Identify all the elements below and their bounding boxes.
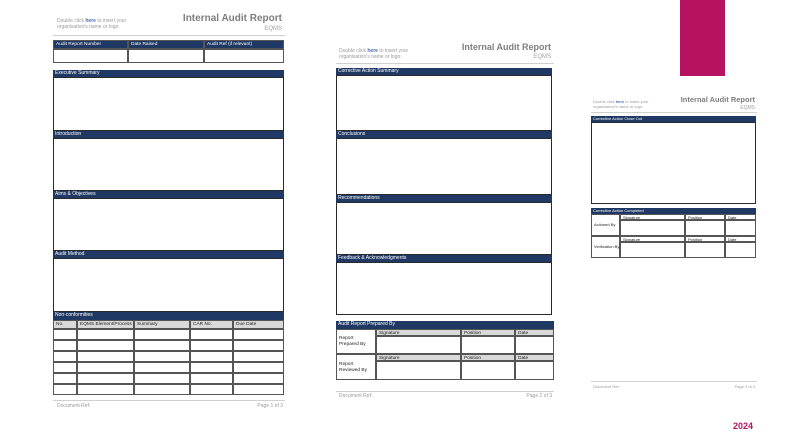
feedback-header: Feedback & Acknowledgments xyxy=(336,255,552,262)
page-2 xyxy=(333,37,557,405)
verification-by-label: Verification By xyxy=(591,236,620,258)
verification-position-col: Position xyxy=(685,236,725,242)
prepared-by-header: Audit Report Prepared By xyxy=(336,321,554,329)
aims-objectives-header: Aims & Objectives xyxy=(53,191,284,198)
nc-table-cell[interactable] xyxy=(77,329,134,340)
corrective-action-summary-header: Corrective Action Summary xyxy=(336,68,552,75)
reviewed-position-col: Position xyxy=(461,354,515,361)
reviewed-date-field[interactable] xyxy=(515,361,554,380)
nc-table-cell[interactable] xyxy=(53,373,77,384)
nc-table-cell[interactable] xyxy=(233,384,284,395)
logo-placeholder[interactable]: Double click here to insert your organisation's name or logo. xyxy=(339,48,409,60)
executive-summary-header: Executive Summary xyxy=(53,70,284,77)
nc-column-header: Summary xyxy=(134,320,190,329)
nc-table-cell[interactable] xyxy=(233,362,284,373)
page-3 xyxy=(588,85,760,393)
page-number: Page 3 of 3 xyxy=(734,384,755,389)
nc-table-cell[interactable] xyxy=(53,362,77,373)
actioned-signature-field[interactable] xyxy=(620,220,685,236)
audit-method-field[interactable] xyxy=(53,258,284,312)
nc-table-cell[interactable] xyxy=(190,373,233,384)
recommendations-header: Recommendations xyxy=(336,195,552,202)
audit-report-number-label: Audit Report Number xyxy=(53,40,128,49)
nc-table-cell[interactable] xyxy=(233,373,284,384)
nc-column-header: No. xyxy=(53,320,77,329)
close-out-field[interactable] xyxy=(591,122,756,204)
header-rule xyxy=(53,35,285,36)
verification-signature-col: Signature xyxy=(620,236,685,242)
report-subtitle: EQMS xyxy=(740,105,755,111)
nc-table-cell[interactable] xyxy=(190,384,233,395)
footer-rule xyxy=(336,391,554,392)
page-number: Page 2 of 3 xyxy=(526,393,552,399)
nc-column-header: Due Date xyxy=(233,320,284,329)
conclusions-header: Conclusions xyxy=(336,131,552,138)
audit-report-number-field[interactable] xyxy=(53,49,128,63)
introduction-header: Introduction xyxy=(53,131,284,138)
report-subtitle: EQMS xyxy=(533,54,551,60)
header-rule xyxy=(591,112,757,113)
nc-table-cell[interactable] xyxy=(190,351,233,362)
nc-table-cell[interactable] xyxy=(77,362,134,373)
actioned-date-field[interactable] xyxy=(725,220,756,236)
prepared-by-label: Report Prepared By xyxy=(336,329,376,354)
introduction-field[interactable] xyxy=(53,138,284,191)
nc-table-cell[interactable] xyxy=(134,373,190,384)
nc-table-cell[interactable] xyxy=(53,384,77,395)
recommendations-field[interactable] xyxy=(336,202,552,255)
report-title: Internal Audit Report xyxy=(461,42,551,52)
nc-table-cell[interactable] xyxy=(233,351,284,362)
footer-rule xyxy=(53,400,285,401)
audit-ref-label: Audit Ref (if relevant) xyxy=(204,40,284,49)
aims-objectives-field[interactable] xyxy=(53,198,284,251)
reviewed-signature-col: Signature xyxy=(376,354,461,361)
nc-table-cell[interactable] xyxy=(190,362,233,373)
page-number: Page 1 of 3 xyxy=(257,403,283,409)
date-raised-field[interactable] xyxy=(128,49,204,63)
conclusions-field[interactable] xyxy=(336,138,552,195)
reviewed-date-col: Date xyxy=(515,354,554,361)
nc-table-cell[interactable] xyxy=(233,340,284,351)
verification-date-col: Date xyxy=(725,236,756,242)
document-ref: Document Ref: xyxy=(57,403,91,409)
report-title: Internal Audit Report xyxy=(182,13,282,24)
year-label: 2024 xyxy=(733,421,754,431)
nc-table-cell[interactable] xyxy=(190,329,233,340)
reviewed-signature-field[interactable] xyxy=(376,361,461,380)
footer-rule xyxy=(591,381,757,382)
actioned-position-col: Position xyxy=(685,214,725,220)
feedback-field[interactable] xyxy=(336,262,552,315)
page-1 xyxy=(50,8,288,413)
reviewed-by-label: Report Reviewed By xyxy=(336,354,376,380)
report-title: Internal Audit Report xyxy=(680,95,755,104)
nc-table-cell[interactable] xyxy=(190,340,233,351)
audit-method-header: Audit Method xyxy=(53,251,284,258)
nc-table-cell[interactable] xyxy=(53,329,77,340)
reviewed-position-field[interactable] xyxy=(461,361,515,380)
nc-table-cell[interactable] xyxy=(77,373,134,384)
corrective-action-summary-field[interactable] xyxy=(336,75,552,131)
prepared-date-col: Date xyxy=(515,329,554,336)
document-ref: Document Ref: xyxy=(593,384,620,389)
nc-table-cell[interactable] xyxy=(134,384,190,395)
prepared-signature-col: Signature xyxy=(376,329,461,336)
header-rule xyxy=(336,63,554,64)
prepared-position-col: Position xyxy=(461,329,515,336)
nc-column-header: CAR No. xyxy=(190,320,233,329)
actioned-signature-col: Signature xyxy=(620,214,685,220)
close-out-header: Corrective Action Close Out xyxy=(591,116,756,122)
verification-date-field[interactable] xyxy=(725,242,756,258)
nc-table-cell[interactable] xyxy=(134,340,190,351)
executive-summary-field[interactable] xyxy=(53,77,284,131)
prepared-date-field[interactable] xyxy=(515,336,554,354)
document-ref: Document Ref: xyxy=(339,393,373,399)
completed-header: Corrective Action Completed xyxy=(591,208,756,214)
nc-table-cell[interactable] xyxy=(77,384,134,395)
nc-column-header: EQMS Element/Process xyxy=(77,320,134,329)
prepared-position-field[interactable] xyxy=(461,336,515,354)
logo-placeholder[interactable]: Double click here to insert your organisation's name or logo. xyxy=(593,99,649,109)
non-conformities-header: Non-conformities xyxy=(53,312,284,320)
logo-placeholder[interactable]: Double click here to insert your organisation's name or logo. xyxy=(57,18,127,30)
nc-table-cell[interactable] xyxy=(134,362,190,373)
audit-ref-field[interactable] xyxy=(204,49,284,63)
actioned-by-label: Actioned By xyxy=(591,214,620,236)
nc-table-cell[interactable] xyxy=(77,351,134,362)
verification-position-field[interactable] xyxy=(685,242,725,258)
nc-table-cell[interactable] xyxy=(53,351,77,362)
accent-block xyxy=(680,0,725,76)
nc-table-cell[interactable] xyxy=(233,329,284,340)
nc-table-cell[interactable] xyxy=(134,329,190,340)
nc-table-cell[interactable] xyxy=(134,351,190,362)
nc-table-cell[interactable] xyxy=(53,340,77,351)
verification-signature-field[interactable] xyxy=(620,242,685,258)
report-subtitle: EQMS xyxy=(264,26,282,32)
prepared-signature-field[interactable] xyxy=(376,336,461,354)
date-raised-label: Date Raised xyxy=(128,40,204,49)
actioned-date-col: Date xyxy=(725,214,756,220)
nc-table-cell[interactable] xyxy=(77,340,134,351)
actioned-position-field[interactable] xyxy=(685,220,725,236)
